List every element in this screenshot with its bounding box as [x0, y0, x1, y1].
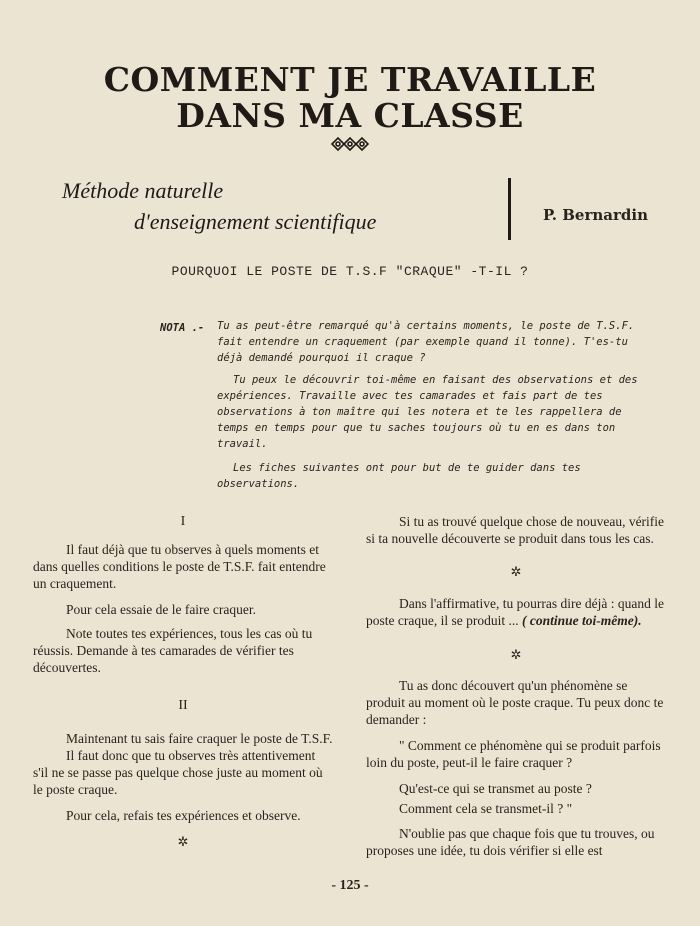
asterism-divider: ✲ [177, 834, 189, 849]
vertical-divider [508, 178, 511, 240]
article-title-line2: DANS MA CLASSE [176, 96, 524, 135]
nota-paragraph-2: Tu peux le découvrir toi-même en faisant des observations et des expériences. Travaille avec tes camarades et fais part de tes observations à ton maître qui les notera et te les rappellera de temps en temps pour que tu saches toujours où tu en es dans ton travail. [217, 374, 638, 450]
right-paragraph: Comment cela se transmet-il ? " [399, 801, 573, 816]
page-number: - 125 - [331, 878, 369, 893]
article-title-line1: COMMENT JE TRAVAILLE [103, 60, 597, 99]
left-paragraph: Il faut déjà que tu observes à quels moments et dans quelles conditions le poste de T.S.F. fait entendre un craquement. [33, 542, 326, 591]
left-column [33, 513, 333, 850]
left-paragraph: Pour cela, refais tes expériences et observe. [66, 808, 301, 823]
subtitle-line2: d'enseignement scientifique [134, 209, 377, 234]
left-paragraph: Maintenant tu sais faire craquer le poste de T.S.F. [66, 731, 333, 746]
left-paragraph: Note toutes tes expériences, tous les cas où tu réussis. Demande à tes camarades de vérifier tes découvertes. [33, 626, 313, 675]
asterism-divider: ✲ [510, 564, 522, 579]
right-paragraph: Qu'est-ce qui se transmet au poste ? [399, 781, 592, 796]
left-paragraph: Pour cela essaie de le faire craquer. [66, 602, 257, 617]
right-paragraph-italic: ( continue toi-même). [521, 613, 642, 628]
nota-paragraph-3: Les fiches suivantes ont pour but de te guider dans tes observations. [217, 462, 581, 490]
right-paragraph: Si tu as trouvé quelque chose de nouveau, vérifie si ta nouvelle découverte se produit dans tous les cas. [366, 514, 665, 546]
asterism-divider: ✲ [510, 647, 522, 662]
nota-label-wrap [160, 318, 206, 336]
right-paragraph-text: Dans l'affirmative, tu pourras dire déjà : quand le poste craque, il se produit ... [366, 596, 664, 628]
right-paragraph: Tu as donc découvert qu'un phénomène se produit au moment où le poste craque. Tu peux donc te demander : [366, 678, 664, 727]
section-heading-2: II [178, 698, 188, 713]
right-paragraph: " Comment ce phénomène qui se produit parfois loin du poste, peut-il le faire craquer ? [366, 738, 661, 770]
subtitle-line1: Méthode naturelle [62, 178, 224, 203]
nota-paragraph-1: Tu as peut-être remarqué qu'à certains moments, le poste de T.S.F. fait entendre un craquement (par exemple quand il tonne). T'es-tu déjà demandé pourquoi il craque ? [217, 320, 635, 364]
author-name: P. Bernardin [543, 206, 648, 224]
left-paragraph: Il faut donc que tu observes très attentivement s'il ne se passe pas quelque chose juste au moment où le poste craque. [33, 748, 323, 797]
right-paragraph: N'oublie pas que chaque fois que tu trouves, ou proposes une idée, tu dois vérifier si elle est [366, 826, 655, 858]
section-heading-1: I [180, 514, 186, 529]
knot-ornament-icon [330, 134, 370, 154]
right-column [366, 513, 666, 859]
nota-block [217, 318, 657, 492]
section-question: POURQUOI LE POSTE DE T.S.F "CRAQUE" -T-IL ? [171, 264, 529, 279]
nota-label: NOTA .- [160, 322, 205, 334]
right-paragraph [366, 595, 666, 629]
